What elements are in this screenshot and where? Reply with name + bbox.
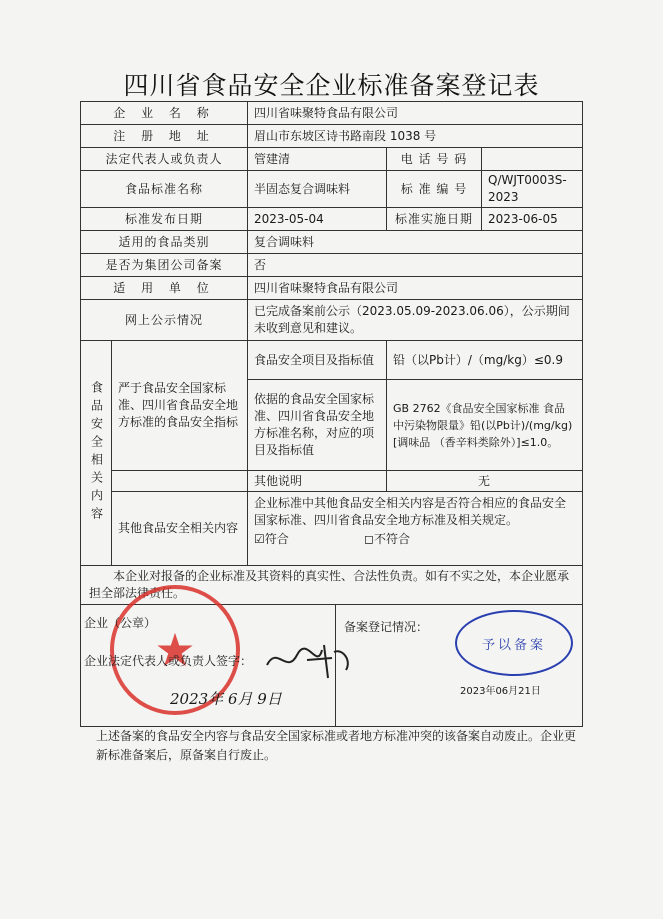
publish-value: 2023-05-04 (247, 207, 387, 231)
legal-label: 法定代表人或负责人 (80, 147, 248, 171)
signature-icon (262, 640, 362, 680)
sign-date: 2023年 6月 9日 (170, 690, 282, 708)
company-value: 四川省味聚特食品有限公司 (247, 101, 583, 125)
unit-value: 四川省味聚特食品有限公司 (247, 276, 583, 300)
item-value: 铅（以Pb计）/（mg/kg）≤0.9 (386, 340, 583, 380)
address-value: 眉山市东坡区诗书路南段 1038 号 (247, 124, 583, 148)
implement-label: 标准实施日期 (386, 207, 482, 231)
std-no-label: 标 准 编 号 (386, 170, 482, 208)
safety-side-label: 食品安全相关内容 (80, 340, 112, 566)
phone-label: 电 话 号 码 (386, 147, 482, 171)
other-safety-label: 其他食品安全相关内容 (111, 491, 248, 566)
category-value: 复合调味料 (247, 230, 583, 254)
footer-note: 上述备案的食品安全内容与食品安全国家标准或者地方标准冲突的该备案自动废止。企业更新标准备案后，原备案自行废止。 (96, 729, 577, 762)
unit-label: 适 用 单 位 (80, 276, 248, 300)
other-safety-text: 企业标准中其他食品安全相关内容是否符合相应的食品安全国家标准、四川省食品安全地方标准及相关规定。 (254, 496, 567, 527)
item-label: 食品安全项目及指标值 (247, 340, 387, 380)
address-label: 注 册 地 址 (80, 124, 248, 148)
publish-label: 标准发布日期 (80, 207, 248, 231)
implement-value: 2023-06-05 (481, 207, 583, 231)
std-no-value: Q/WJT0003S-2023 (481, 170, 583, 208)
other-label: 其他说明 (247, 470, 387, 492)
nonconform-checkbox[interactable]: ◻不符合 (364, 532, 410, 546)
record-stamp: 予以备案 (455, 610, 573, 676)
basis-label: 依据的食品安全国家标准、四川省食品安全地方标准名称，对应的项目及指标值 (247, 379, 387, 471)
category-label: 适用的食品类别 (80, 230, 248, 254)
stricter-label: 严于食品安全国家标准、四川省食品安全地方标准的食品安全指标 (111, 340, 248, 471)
group-value: 否 (247, 253, 583, 277)
conform-checkbox[interactable]: ☑符合 (254, 532, 289, 546)
declaration-text: 本企业对报备的企业标准及其资料的真实性、合法性负责。如有不实之处，本企业愿承担全部法律责任。 (89, 569, 570, 600)
std-name-label: 食品标准名称 (80, 170, 248, 208)
company-seal-icon: ★ (110, 585, 240, 715)
std-name-value: 半固态复合调味料 (247, 170, 387, 208)
basis-value: GB 2762《食品安全国家标准 食品中污染物限量》铅(以Pb计)/(mg/kg)[调味品 （香辛料类除外）]≤1.0。 (386, 379, 583, 471)
public-value: 已完成备案前公示（2023.05.09-2023.06.06），公示期间未收到意见和建议。 (247, 299, 583, 341)
record-date: 2023年06月21日 (460, 686, 541, 697)
other-safety-cell (247, 491, 583, 566)
seal-label: 企业（公章） (84, 616, 157, 630)
record-label: 备案登记情况： (344, 620, 429, 634)
page-title: 四川省食品安全企业标准备案登记表 (123, 71, 540, 100)
other-value: 无 (386, 470, 583, 492)
group-label: 是否为集团公司备案 (80, 253, 248, 277)
company-label: 企 业 名 称 (80, 101, 248, 125)
legal-value: 管建清 (247, 147, 387, 171)
phone-value (481, 147, 583, 171)
public-label: 网上公示情况 (80, 299, 248, 341)
legal-sign-label: 企业法定代表人或负责人签字： (84, 654, 253, 668)
